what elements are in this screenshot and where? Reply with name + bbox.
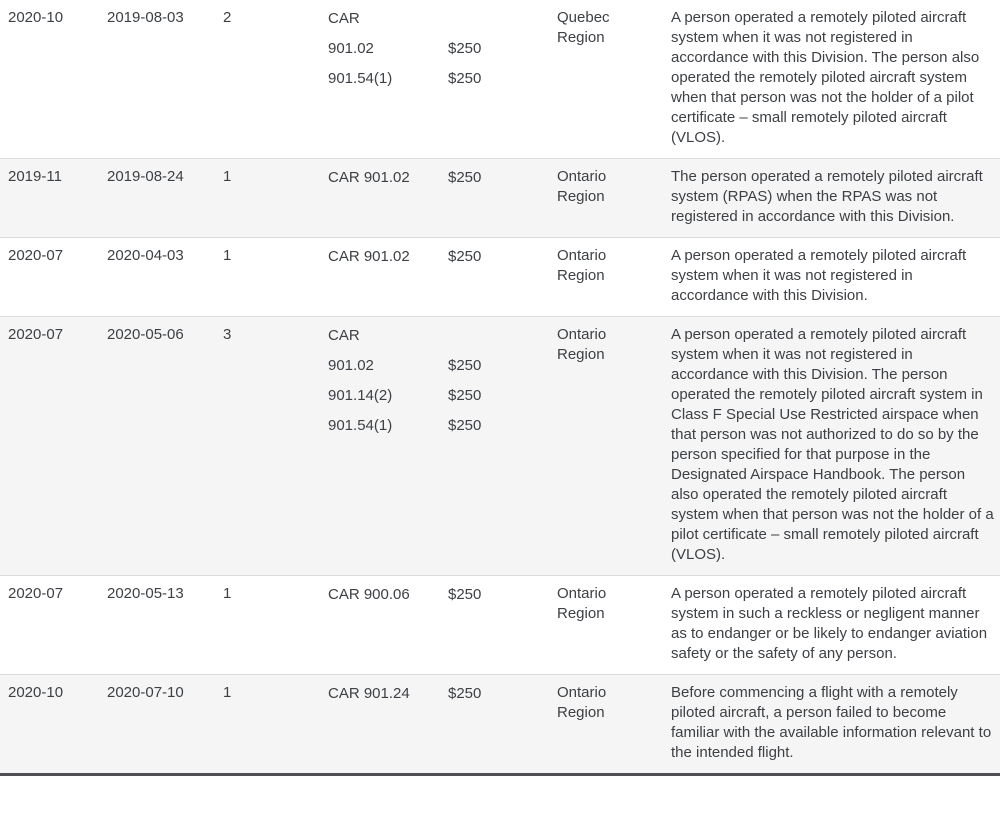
region-cell: Ontario Region bbox=[549, 317, 663, 576]
penalty-cell bbox=[440, 576, 549, 675]
provision-code: CAR bbox=[328, 10, 360, 27]
provision-code: CAR 901.02 bbox=[328, 169, 410, 186]
penalty-amount: $250 bbox=[448, 169, 482, 186]
date-cell: 2020-04-03 bbox=[99, 238, 215, 317]
table-row bbox=[0, 576, 1000, 675]
count-cell: 1 bbox=[215, 576, 320, 675]
provision-code: 901.54(1) bbox=[328, 417, 393, 434]
count-cell: 1 bbox=[215, 238, 320, 317]
published-cell: 2020-07 bbox=[0, 317, 99, 576]
penalty-amount bbox=[448, 8, 541, 29]
provision-cell bbox=[320, 159, 440, 238]
count-cell: 2 bbox=[223, 9, 232, 26]
description-cell: Before commencing a flight with a remotely piloted aircraft, a person failed to become familiar with the available information relevant to the intended flight. bbox=[663, 675, 1000, 775]
description-cell: The person operated a remotely piloted aircraft system (RPAS) when the RPAS was not registered in accordance with this Division. bbox=[663, 159, 1000, 238]
table-row bbox=[0, 675, 1000, 775]
table-row bbox=[0, 317, 1000, 576]
published-cell: 2020-07 bbox=[0, 576, 99, 675]
description-cell: A person operated a remotely piloted aircraft system when it was not registered in accordance with this Division. The person operated the remotely piloted aircraft system in Class F Special Use Restricted airspace when that person was not authorized to do so by the person specified for that purpose in the Designated Airspace Handbook. The person also operated the remotely piloted aircraft system when that person was not the holder of a pilot certificate – small remotely piloted aircraft (VLOS). bbox=[663, 317, 1000, 576]
penalty-amount: $250 bbox=[448, 248, 482, 265]
penalty-cell bbox=[440, 0, 549, 159]
published-cell: 2020-10 bbox=[8, 9, 64, 26]
provision-code: CAR bbox=[328, 327, 360, 344]
region-cell: Quebec Region bbox=[557, 9, 610, 46]
table-row bbox=[0, 238, 1000, 317]
provision-code: CAR 901.02 bbox=[328, 248, 410, 265]
region-cell: Ontario Region bbox=[549, 238, 663, 317]
penalty-cell bbox=[440, 317, 549, 576]
penalty-amount: $250 bbox=[448, 357, 482, 374]
description-cell: A person operated a remotely piloted aircraft system when it was not registered in accordance with this Division. bbox=[663, 238, 1000, 317]
provision-code: 901.02 bbox=[328, 357, 374, 374]
penalty-amount: $250 bbox=[448, 387, 482, 404]
published-cell: 2020-10 bbox=[0, 675, 99, 775]
provision-code: 901.02 bbox=[328, 40, 374, 57]
penalty-amount: $250 bbox=[448, 586, 482, 603]
count-cell: 3 bbox=[215, 317, 320, 576]
description-cell: A person operated a remotely piloted aircraft system in such a reckless or negligent manner as to endanger or be likely to endanger aviation safety or the safety of any person. bbox=[663, 576, 1000, 675]
region-cell: Ontario Region bbox=[549, 576, 663, 675]
date-cell: 2019-08-03 bbox=[107, 9, 184, 26]
date-cell: 2020-07-10 bbox=[99, 675, 215, 775]
published-cell: 2019-11 bbox=[0, 159, 99, 238]
count-cell: 1 bbox=[215, 159, 320, 238]
penalty-amount: $250 bbox=[448, 40, 482, 57]
provision-cell bbox=[320, 0, 440, 159]
penalty-amount bbox=[448, 325, 541, 346]
table-row bbox=[0, 159, 1000, 238]
table-row bbox=[0, 0, 1000, 159]
provision-code: CAR 900.06 bbox=[328, 586, 410, 603]
provision-cell bbox=[320, 238, 440, 317]
penalty-cell bbox=[440, 238, 549, 317]
date-cell: 2019-08-24 bbox=[99, 159, 215, 238]
provision-cell bbox=[320, 675, 440, 775]
penalty-cell bbox=[440, 675, 549, 775]
penalty-amount: $250 bbox=[448, 417, 482, 434]
date-cell: 2020-05-06 bbox=[99, 317, 215, 576]
description-cell: A person operated a remotely piloted aircraft system when it was not registered in accordance with this Division. The person also operated the remotely piloted aircraft system when that person was not the holder of a pilot certificate – small remotely piloted aircraft (VLOS). bbox=[671, 9, 980, 146]
region-cell: Ontario Region bbox=[549, 159, 663, 238]
provision-code: CAR 901.24 bbox=[328, 685, 410, 702]
published-cell: 2020-07 bbox=[0, 238, 99, 317]
penalty-amount: $250 bbox=[448, 685, 482, 702]
count-cell: 1 bbox=[215, 675, 320, 775]
provision-code: 901.14(2) bbox=[328, 387, 393, 404]
region-cell: Ontario Region bbox=[549, 675, 663, 775]
penalty-amount: $250 bbox=[448, 70, 482, 87]
date-cell: 2020-05-13 bbox=[99, 576, 215, 675]
penalty-cell bbox=[440, 159, 549, 238]
provision-code: 901.54(1) bbox=[328, 70, 393, 87]
provision-cell bbox=[320, 576, 440, 675]
provision-cell bbox=[320, 317, 440, 576]
